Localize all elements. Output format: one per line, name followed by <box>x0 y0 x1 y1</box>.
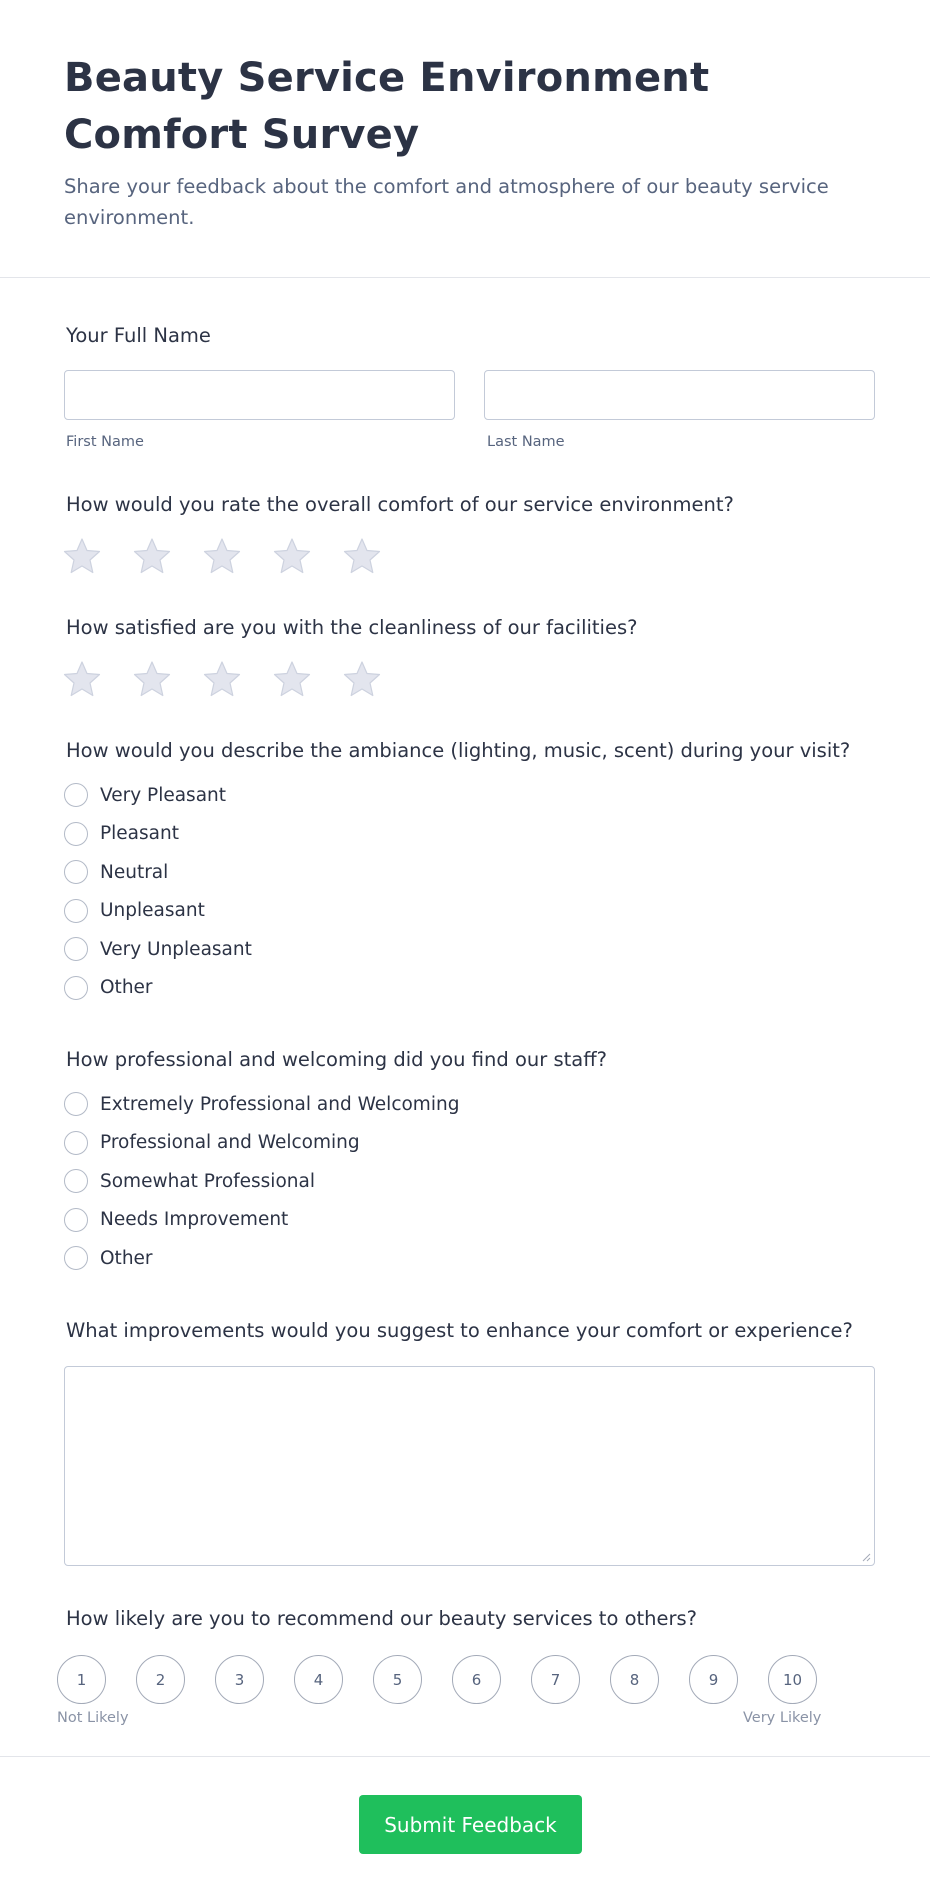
last-name-sublabel: Last Name <box>487 434 565 450</box>
radio-option-label: Very Pleasant <box>100 784 227 806</box>
radio-button[interactable] <box>64 1131 88 1155</box>
ambiance-option[interactable] <box>64 776 252 815</box>
star-icon[interactable] <box>272 536 312 576</box>
scale-option-7[interactable]: 7 <box>531 1655 580 1704</box>
staff-option[interactable] <box>64 1162 459 1201</box>
last-name-input[interactable] <box>484 370 875 420</box>
staff-option[interactable] <box>64 1201 459 1240</box>
improvements-question-label: What improvements would you suggest to enhance your comfort or experience? <box>66 1319 853 1342</box>
scale-option-3[interactable]: 3 <box>215 1655 264 1704</box>
full-name-label: Your Full Name <box>66 324 211 347</box>
star-icon[interactable] <box>62 536 102 576</box>
ambiance-option[interactable] <box>64 969 252 1008</box>
radio-option-label: Extremely Professional and Welcoming <box>100 1093 460 1115</box>
radio-button[interactable] <box>64 899 88 923</box>
ambiance-option[interactable] <box>64 815 252 854</box>
cleanliness-star-rating <box>62 659 382 699</box>
radio-button[interactable] <box>64 783 88 807</box>
radio-option-label: Neutral <box>100 861 169 883</box>
radio-option-label: Other <box>100 1247 153 1269</box>
radio-option-label: Very Unpleasant <box>100 938 252 960</box>
cleanliness-question-label: How satisfied are you with the cleanliness of our facilities? <box>66 616 638 639</box>
radio-button[interactable] <box>64 822 88 846</box>
scale-option-9[interactable]: 9 <box>689 1655 738 1704</box>
scale-option-4[interactable]: 4 <box>294 1655 343 1704</box>
radio-button[interactable] <box>64 1169 88 1193</box>
radio-option-label: Other <box>100 977 153 999</box>
first-name-sublabel: First Name <box>66 434 144 450</box>
radio-option-label: Needs Improvement <box>100 1209 289 1231</box>
resize-grip-icon[interactable] <box>862 1553 871 1562</box>
staff-option[interactable] <box>64 1085 459 1124</box>
star-icon[interactable] <box>132 659 172 699</box>
staff-radio-group <box>64 1085 459 1278</box>
scale-option-5[interactable]: 5 <box>373 1655 422 1704</box>
radio-button[interactable] <box>64 1208 88 1232</box>
recommend-question-label: How likely are you to recommend our beauty services to others? <box>66 1607 698 1630</box>
star-icon[interactable] <box>272 659 312 699</box>
scale-high-label: Very Likely <box>743 1710 822 1726</box>
radio-button[interactable] <box>64 1246 88 1270</box>
radio-button[interactable] <box>64 860 88 884</box>
ambiance-option[interactable] <box>64 930 252 969</box>
ambiance-radio-group <box>64 776 252 1007</box>
footer-divider <box>0 1756 930 1757</box>
scale-option-2[interactable]: 2 <box>136 1655 185 1704</box>
star-icon[interactable] <box>202 536 242 576</box>
staff-option[interactable] <box>64 1239 459 1278</box>
form-subtitle: Share your feedback about the comfort and atmosphere of our beauty service environment. <box>64 175 829 229</box>
scale-option-8[interactable]: 8 <box>610 1655 659 1704</box>
radio-button[interactable] <box>64 976 88 1000</box>
scale-option-10[interactable]: 10 <box>768 1655 817 1704</box>
staff-option[interactable] <box>64 1124 459 1163</box>
recommend-scale <box>57 1655 817 1704</box>
comfort-question-label: How would you rate the overall comfort of our service environment? <box>66 493 734 516</box>
radio-button[interactable] <box>64 937 88 961</box>
radio-button[interactable] <box>64 1092 88 1116</box>
radio-option-label: Professional and Welcoming <box>100 1132 360 1154</box>
ambiance-option[interactable] <box>64 853 252 892</box>
star-icon[interactable] <box>342 659 382 699</box>
radio-option-label: Pleasant <box>100 823 179 845</box>
star-icon[interactable] <box>62 659 102 699</box>
scale-option-1[interactable]: 1 <box>57 1655 106 1704</box>
form-title: Beauty Service Environment Comfort Survey <box>64 55 710 158</box>
comfort-star-rating <box>62 536 382 576</box>
staff-question-label: How professional and welcoming did you find our staff? <box>66 1048 608 1071</box>
radio-option-label: Unpleasant <box>100 900 205 922</box>
submit-button[interactable]: Submit Feedback <box>359 1795 582 1854</box>
scale-option-6[interactable]: 6 <box>452 1655 501 1704</box>
ambiance-question-label: How would you describe the ambiance (lighting, music, scent) during your visit? <box>66 739 851 762</box>
radio-option-label: Somewhat Professional <box>100 1170 315 1192</box>
improvements-textarea[interactable] <box>64 1366 875 1566</box>
star-icon[interactable] <box>342 536 382 576</box>
star-icon[interactable] <box>132 536 172 576</box>
star-icon[interactable] <box>202 659 242 699</box>
ambiance-option[interactable] <box>64 892 252 931</box>
scale-low-label: Not Likely <box>57 1710 129 1726</box>
form-header <box>0 0 930 278</box>
first-name-input[interactable] <box>64 370 455 420</box>
